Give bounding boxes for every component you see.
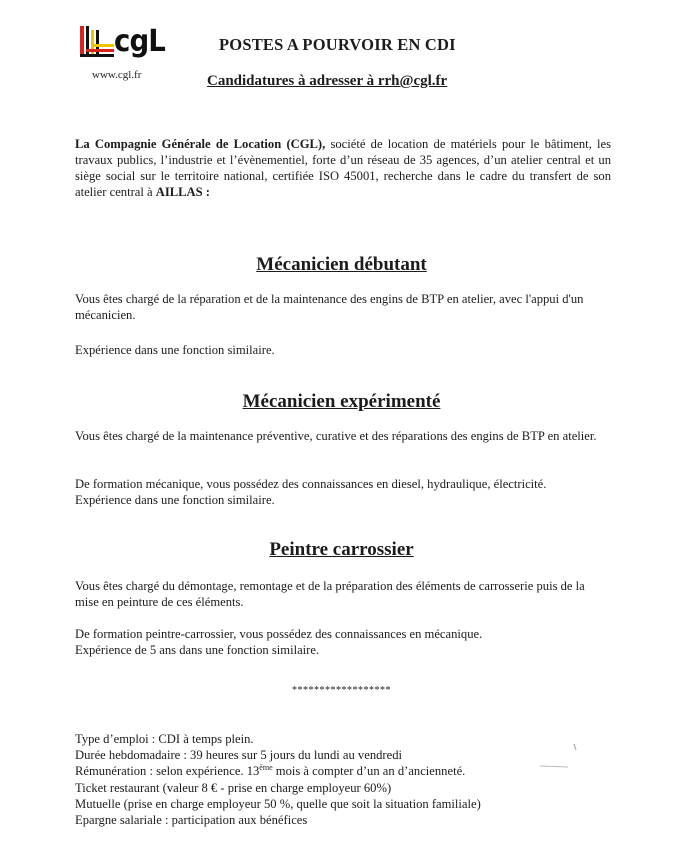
job-description: Vous êtes chargé du démontage, remontage et de la préparation des éléments de carrosserie puis de la mise en peinture de ces éléments. — [75, 579, 585, 609]
detail-employment-type: Type d’emploi : CDI à temps plein. — [75, 732, 254, 746]
company-name: La Compagnie Générale de Location (CGL), — [75, 137, 326, 151]
detail-weekly-hours: Durée hebdomadaire : 39 heures sur 5 jours du lundi au vendredi — [75, 748, 402, 763]
job-description: Vous êtes chargé de la maintenance préventive, curative et des réparations des engins de BTP en atelier. — [75, 429, 597, 443]
intro-location: AILLAS : — [155, 185, 211, 199]
company-logo — [80, 22, 170, 62]
detail-meal-ticket: Ticket restaurant (valeur 8 € - prise en charge employeur 60%) — [75, 780, 392, 795]
job-requirements: Expérience de 5 ans dans une fonction similaire. — [75, 643, 320, 657]
detail-insurance: Mutuelle (prise en charge employeur 50 %, quelle que soit la situation familiale) — [75, 796, 481, 811]
detail-salary: Rémunération : selon expérience. 13ème mois à compter d’un an d’ancienneté. — [75, 763, 466, 779]
page-title: POSTES A POURVOIR EN CDI — [219, 35, 456, 54]
job-title-peintre-carrossier: Peintre carrossier — [269, 539, 414, 560]
job-title-mecanicien-experimente: Mécanicien expérimenté — [242, 391, 441, 412]
job-title-mecanicien-debutant: Mécanicien débutant — [256, 254, 427, 275]
intro-text: société de location de matériels pour le bâtiment, les travaux publics, l’industrie et l’évènementiel, forte d’un réseau de 35 agences, d’un atelier central et un siège social sur le territoire national, certifiée ISO 45001, recherche dans le cadre du transfert de son atelier central à — [75, 137, 611, 199]
logo-wordmark: cgL — [114, 24, 165, 59]
company-website: www.cgl.fr — [92, 69, 142, 81]
intro-paragraph — [75, 136, 611, 200]
job-requirements: Expérience dans une fonction similaire. — [75, 343, 275, 357]
job-requirements: Expérience dans une fonction similaire. — [75, 493, 275, 507]
job-description: Vous êtes chargé de la réparation et de la maintenance des engins de BTP en atelier, avec l'appui d'un mécanicien. — [75, 292, 584, 322]
job-requirements: De formation mécanique, vous possédez des connaissances en diesel, hydraulique, électricité. — [75, 477, 547, 491]
logo-stripes-icon — [80, 22, 114, 58]
detail-savings: Epargne salariale : participation aux bénéfices — [75, 813, 308, 828]
scan-artifact-mark — [538, 742, 588, 772]
job-requirements: De formation peintre-carrossier, vous possédez des connaissances en mécanique. — [75, 627, 483, 641]
employment-details — [75, 731, 481, 828]
application-contact: Candidatures à adresser à rrh@cgl.fr — [207, 73, 448, 89]
separator: ****************** — [292, 685, 391, 696]
